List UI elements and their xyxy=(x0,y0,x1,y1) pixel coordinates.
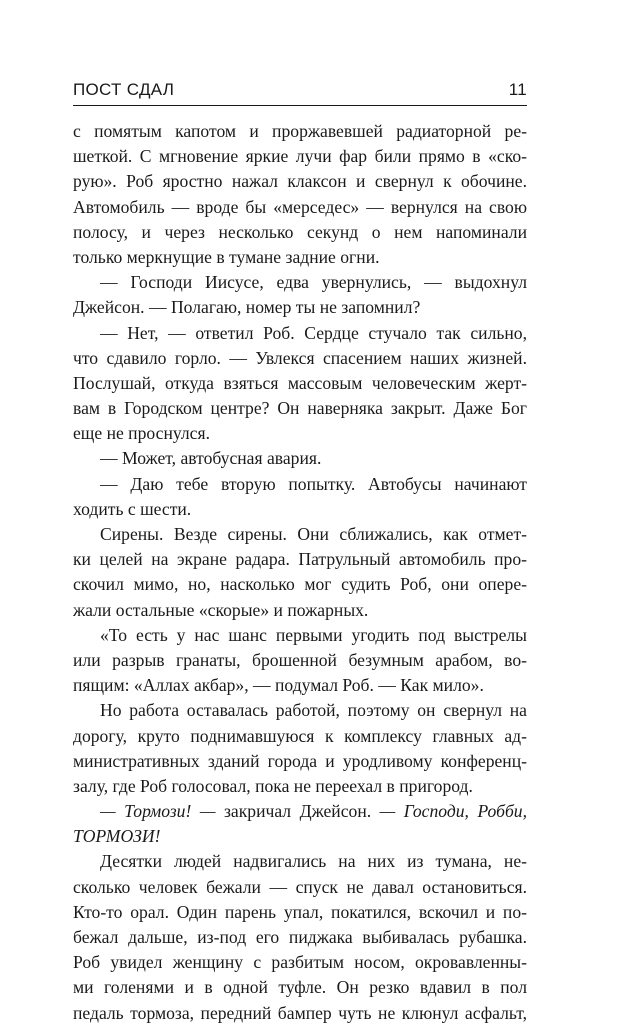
text-span: Послушай, откуда взяться массовым человеческим жерт- xyxy=(73,372,527,393)
text-span: шеткой. С мгновение яркие лучи фар били прямо в «ско- xyxy=(73,146,527,167)
text-line xyxy=(73,598,527,623)
text-line xyxy=(73,749,527,774)
italic-text-span: ТОРМОЗИ! xyxy=(73,826,161,847)
text-line xyxy=(73,547,527,572)
text-span: педаль тормоза, передний бампер чуть не клюнул асфальт, xyxy=(73,1002,527,1023)
text-span: Роб увидел женщину с разбитым носом, окровавленны- xyxy=(73,952,527,973)
text-line xyxy=(73,522,527,547)
italic-text-span: — Тормози! — xyxy=(100,801,216,822)
text-line xyxy=(73,371,527,396)
text-line xyxy=(73,1001,527,1026)
text-span: сколько человек бежали — спуск не давал остановиться. xyxy=(73,876,527,897)
text-line xyxy=(73,900,527,925)
text-span: дорогу, круто поднимавшуюся к комплексу главных ад- xyxy=(73,725,527,746)
text-line xyxy=(73,648,527,673)
text-line xyxy=(73,623,527,648)
text-line xyxy=(73,950,527,975)
text-line xyxy=(73,119,527,144)
text-line xyxy=(73,220,527,245)
text-span: пящим: «Аллах акбар», — подумал Роб. — Как мило». xyxy=(73,675,484,696)
text-span: — Господи Иисусе, едва увернулись, — выдохнул xyxy=(100,272,527,293)
text-line xyxy=(73,295,527,320)
text-line xyxy=(73,875,527,900)
text-line xyxy=(73,774,527,799)
text-span: «То есть у нас шанс первыми угодить под выстрелы xyxy=(100,624,527,645)
text-span: скочил мимо, но, насколько мог судить Роб, они опере- xyxy=(73,574,527,595)
text-span: полосу, и через несколько секунд о нем напоминали xyxy=(73,221,527,242)
text-line xyxy=(73,925,527,950)
text-span: что сдавило горло. — Увлекся спасением наших жизней. xyxy=(73,347,527,368)
text-line xyxy=(73,446,527,471)
text-span: закричал Джейсон. xyxy=(215,801,380,822)
text-span: еще не проснулся. xyxy=(73,423,210,444)
text-line xyxy=(73,799,527,824)
text-span: — Может, автобусная авария. xyxy=(100,448,322,469)
text-span: вам в Городском центре? Он наверняка закрыт. Даже Бог xyxy=(73,398,527,419)
text-line xyxy=(73,346,527,371)
italic-text-span: — Господи, Робби, xyxy=(379,801,528,822)
text-line xyxy=(73,270,527,295)
text-span: ми голенями и в одной туфле. Он резко вдавил в пол xyxy=(73,977,527,998)
text-line xyxy=(73,321,527,346)
text-span: Джейсон. — Полагаю, номер ты не запомнил? xyxy=(73,297,421,318)
text-span: Десятки людей надвигались на них из тумана, не- xyxy=(100,851,527,872)
text-span: рую». Роб яростно нажал клаксон и свернул к обочине. xyxy=(73,171,527,192)
text-line xyxy=(73,421,527,446)
page-number: 11 xyxy=(508,80,527,99)
text-span: министративных зданий города и уродливому конференц- xyxy=(73,750,527,771)
text-span: жали остальные «скорые» и пожарных. xyxy=(73,599,369,620)
text-span: Автомобиль — вроде бы «мерседес» — вернулся на свою xyxy=(73,196,527,217)
text-line xyxy=(73,144,527,169)
page-body-text xyxy=(73,119,527,1026)
text-span: залу, где Роб голосовал, пока не переехал в пригород. xyxy=(73,775,473,796)
text-span: или разрыв гранаты, брошенной безумным арабом, во- xyxy=(73,649,527,670)
text-span: Кто-то орал. Один парень упал, покатился, вскочил и по- xyxy=(73,901,527,922)
text-line xyxy=(73,824,527,849)
text-line xyxy=(73,497,527,522)
text-span: ки целей на экране радара. Патрульный автомобиль про- xyxy=(73,549,527,570)
text-span: — Даю тебе вторую попытку. Автобусы начинают xyxy=(100,473,527,494)
text-span: ходить с шести. xyxy=(73,498,192,519)
text-line xyxy=(73,572,527,597)
text-line xyxy=(73,673,527,698)
text-span: Но работа оставалась работой, поэтому он свернул на xyxy=(100,700,527,721)
text-line xyxy=(73,396,527,421)
text-span: с помятым капотом и проржавевшей радиаторной ре- xyxy=(73,121,527,141)
text-line xyxy=(73,472,527,497)
text-line xyxy=(73,698,527,723)
text-line xyxy=(73,195,527,220)
text-span: только меркнущие в тумане задние огни. xyxy=(73,246,380,267)
text-span: Сирены. Везде сирены. Они сближались, как отмет- xyxy=(100,524,527,544)
text-span: — Нет, — ответил Роб. Сердце стучало так сильно, xyxy=(100,322,527,343)
header-rule xyxy=(73,105,527,106)
running-header xyxy=(73,80,527,102)
running-title: ПОСТ СДАЛ xyxy=(73,80,175,99)
text-line xyxy=(73,975,527,1000)
text-line xyxy=(73,724,527,749)
text-line xyxy=(73,245,527,270)
text-span: бежал дальше, из-под его пиджака выбивалась рубашка. xyxy=(73,927,527,947)
text-line xyxy=(73,849,527,874)
text-line xyxy=(73,169,527,194)
